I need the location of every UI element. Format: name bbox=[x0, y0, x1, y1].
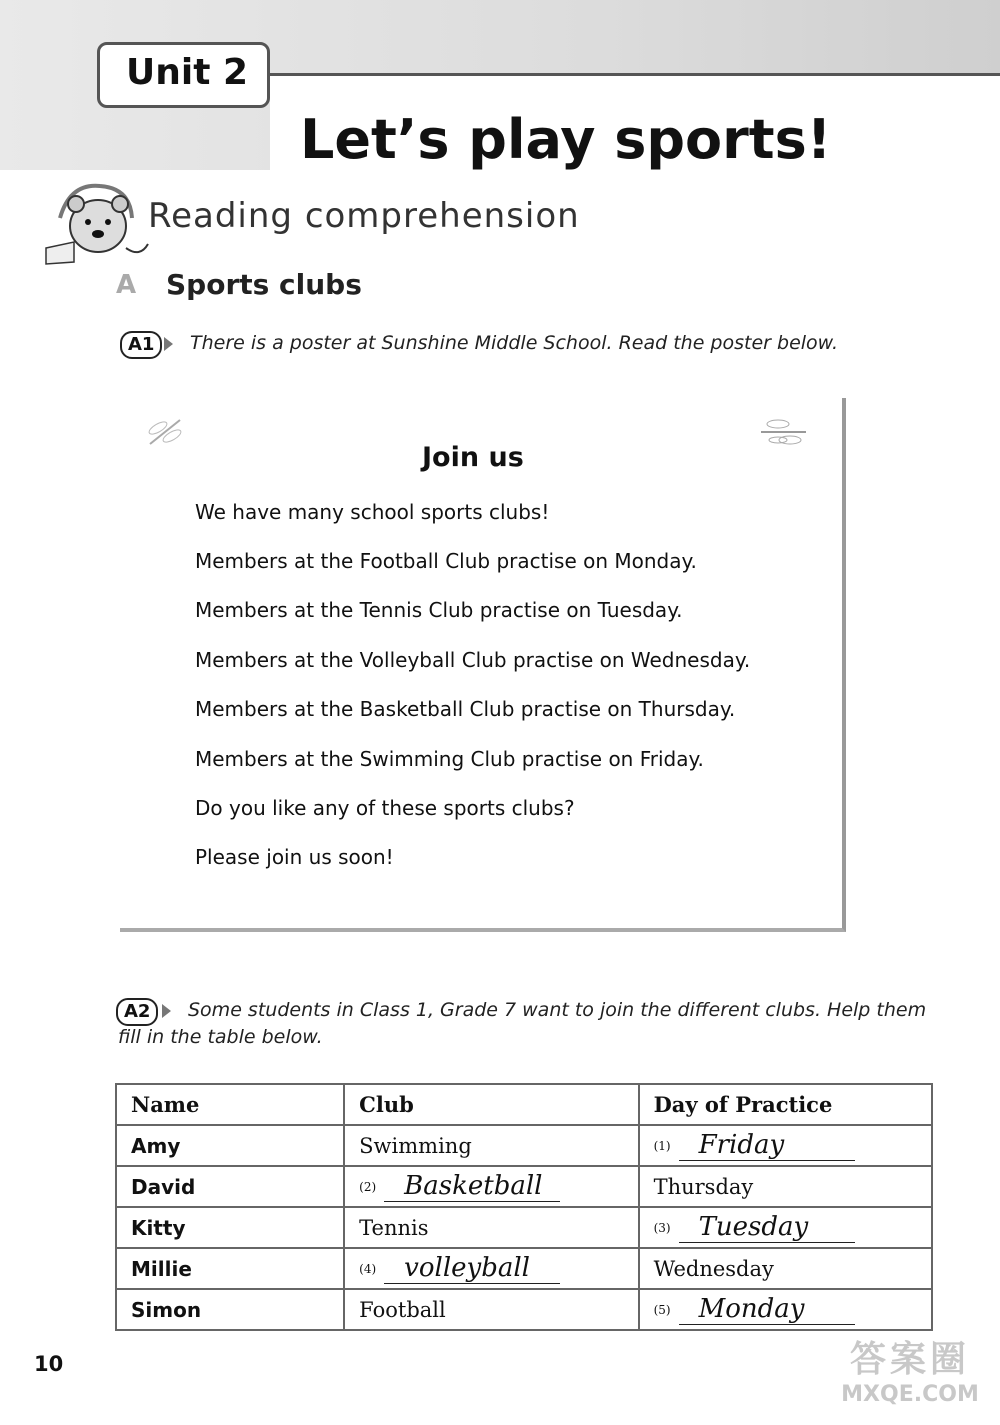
handwritten-answer[interactable]: Tuesday bbox=[679, 1212, 855, 1243]
poster-title: Join us bbox=[422, 442, 524, 473]
column-header-club: Club bbox=[344, 1084, 638, 1125]
play-arrow-icon bbox=[162, 1004, 171, 1018]
subsection-letter: A bbox=[116, 270, 137, 300]
subsection-title: Sports clubs bbox=[166, 268, 362, 301]
poster-line: Members at the Tennis Club practise on Tuesday. bbox=[195, 598, 683, 622]
bear-mascot-icon bbox=[40, 178, 150, 268]
club-blank-cell bbox=[344, 1248, 638, 1289]
student-name: Simon bbox=[116, 1289, 344, 1330]
handwritten-answer[interactable]: volleyball bbox=[384, 1253, 560, 1284]
club-blank-cell bbox=[344, 1166, 638, 1207]
day-blank-cell bbox=[639, 1289, 932, 1330]
student-name: Millie bbox=[116, 1248, 344, 1289]
header-divider bbox=[270, 73, 1000, 76]
club-cell: Football bbox=[344, 1289, 638, 1330]
poster-line: Please join us soon! bbox=[195, 845, 394, 869]
student-name: David bbox=[116, 1166, 344, 1207]
page-number: 10 bbox=[34, 1352, 64, 1376]
exercise-badge-a2: A2 bbox=[116, 998, 158, 1026]
blank-number: (4) bbox=[359, 1262, 377, 1276]
day-cell: Thursday bbox=[639, 1166, 932, 1207]
poster-line: Members at the Volleyball Club practise on Wednesday. bbox=[195, 648, 751, 672]
exercise-a2-instruction-cont: fill in the table below. bbox=[118, 1026, 323, 1048]
blank-number: (3) bbox=[653, 1221, 671, 1235]
exercise-badge-a1: A1 bbox=[120, 331, 162, 359]
dragonfly-icon bbox=[140, 412, 190, 452]
handwritten-answer[interactable]: Friday bbox=[679, 1130, 855, 1161]
blank-number: (5) bbox=[653, 1303, 671, 1317]
watermark-logo-text: 答案圈 bbox=[849, 1339, 970, 1380]
page-title: Let’s play sports! bbox=[300, 108, 832, 171]
unit-label: Unit 2 bbox=[126, 52, 248, 93]
column-header-name: Name bbox=[116, 1084, 344, 1125]
student-name: Amy bbox=[116, 1125, 344, 1166]
table-row bbox=[116, 1207, 932, 1248]
student-name: Kitty bbox=[116, 1207, 344, 1248]
day-blank-cell bbox=[639, 1125, 932, 1166]
table-row bbox=[116, 1248, 932, 1289]
day-cell: Wednesday bbox=[639, 1248, 932, 1289]
poster-line: Members at the Football Club practise on Monday. bbox=[195, 549, 697, 573]
section-title: Reading comprehension bbox=[148, 196, 580, 236]
column-header-day: Day of Practice bbox=[639, 1084, 932, 1125]
exercise-a1-instruction: There is a poster at Sunshine Middle School. Read the poster below. bbox=[190, 332, 839, 354]
site-watermark bbox=[820, 1340, 1000, 1425]
watermark-url: MXQE.COM bbox=[841, 1382, 979, 1407]
poster-line: Members at the Swimming Club practise on Friday. bbox=[195, 747, 704, 771]
table-header-row bbox=[116, 1084, 932, 1125]
dragonfly-icon bbox=[756, 412, 811, 452]
table-row bbox=[116, 1125, 932, 1166]
handwritten-answer[interactable]: Monday bbox=[679, 1294, 855, 1325]
day-blank-cell bbox=[639, 1207, 932, 1248]
club-cell: Swimming bbox=[344, 1125, 638, 1166]
club-cell: Tennis bbox=[344, 1207, 638, 1248]
poster-line: We have many school sports clubs! bbox=[195, 500, 550, 524]
handwritten-answer[interactable]: Basketball bbox=[384, 1171, 560, 1202]
clubs-table bbox=[115, 1083, 933, 1331]
exercise-a2-instruction: Some students in Class 1, Grade 7 want to join the different clubs. Help them bbox=[188, 999, 927, 1021]
table-row bbox=[116, 1289, 932, 1330]
table-row bbox=[116, 1166, 932, 1207]
blank-number: (2) bbox=[359, 1180, 377, 1194]
play-arrow-icon bbox=[164, 337, 173, 351]
poster-line: Do you like any of these sports clubs? bbox=[195, 796, 575, 820]
blank-number: (1) bbox=[653, 1139, 671, 1153]
poster-line: Members at the Basketball Club practise on Thursday. bbox=[195, 697, 736, 721]
